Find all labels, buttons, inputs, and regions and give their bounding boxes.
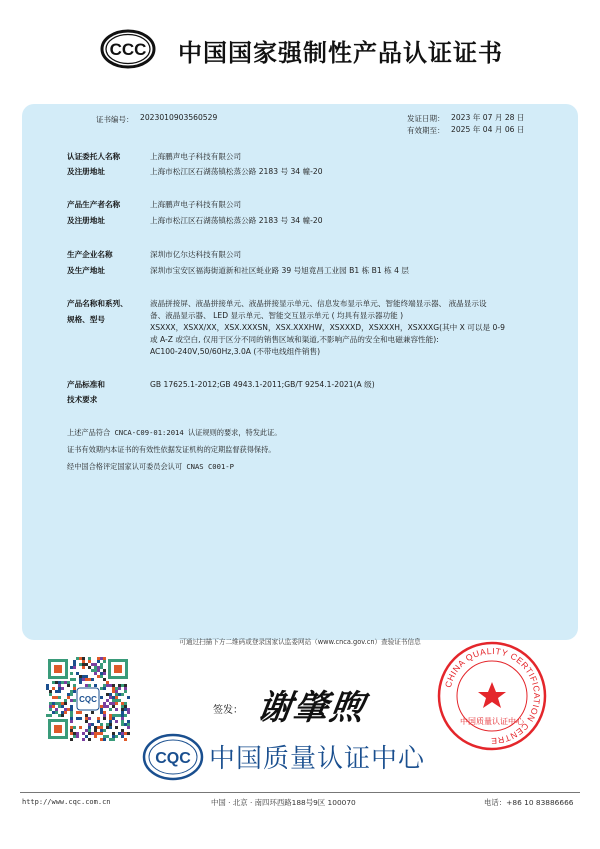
qr-module [121, 708, 124, 711]
svg-text:中国质量认证中心: 中国质量认证中心 [460, 717, 524, 726]
qr-module [97, 666, 100, 669]
qr-module [88, 738, 91, 741]
ccc-logo [100, 29, 156, 69]
svg-text:CQC: CQC [79, 695, 97, 704]
qr-module [82, 666, 85, 669]
qr-module [100, 711, 103, 714]
qr-module [100, 738, 103, 741]
qr-module [70, 720, 73, 723]
qr-module [115, 720, 118, 723]
qr-module [73, 678, 76, 681]
signature-label: 签发： [213, 705, 243, 716]
qr-module [88, 723, 91, 726]
qr-module [67, 708, 70, 711]
qr-module [121, 729, 124, 732]
qr-module [46, 684, 49, 687]
qr-module [103, 738, 106, 741]
qr-module [70, 666, 73, 669]
qr-module [58, 705, 61, 708]
qr-module [103, 711, 106, 714]
qr-module [106, 681, 109, 684]
qr-module [61, 687, 64, 690]
footer-website-link[interactable]: http://www.cqc.com.cn [22, 798, 111, 806]
expiry-date: 2025 年 04 月 06 日 [451, 125, 525, 134]
qr-module [115, 702, 118, 705]
qr-module [58, 702, 61, 705]
qr-module [100, 687, 103, 690]
qr-module [61, 702, 64, 705]
qr-module [97, 726, 100, 729]
qr-module [88, 726, 91, 729]
note-line: 上述产品符合 CNCA-C09-01:2014 认证规则的要求，特发此证。 [67, 428, 282, 437]
qr-module [52, 696, 55, 699]
qr-module [103, 729, 106, 732]
qr-module [124, 690, 127, 693]
qr-module [100, 726, 103, 729]
product-line: AC100-240V,50/60Hz,3.0A (不带电线组件销售) [150, 347, 321, 356]
qr-module [97, 657, 100, 660]
standard-label-line1: 产品标准和 [67, 380, 105, 389]
qr-module [124, 702, 127, 705]
qr-module [112, 684, 115, 687]
standard-value: GB 17625.1-2012;GB 4943.1-2011;GB/T 9254.1-2021(A 级) [150, 380, 375, 389]
qr-code[interactable] [46, 657, 130, 741]
qr-module [82, 732, 85, 735]
qr-module [88, 684, 91, 687]
qr-module [115, 687, 118, 690]
qr-module [46, 714, 49, 717]
qr-module [91, 663, 94, 666]
qr-module [88, 678, 91, 681]
factory-name: 深圳市亿尔达科技有限公司 [150, 250, 242, 259]
qr-module [67, 684, 70, 687]
qr-module [100, 663, 103, 666]
qr-module [109, 684, 112, 687]
qr-module [106, 684, 109, 687]
qr-module [67, 681, 70, 684]
qr-module [94, 729, 97, 732]
standard-label-line2: 技术要求 [67, 395, 98, 404]
qr-module [91, 669, 94, 672]
qr-module [109, 723, 112, 726]
qr-module [103, 669, 106, 672]
entrust-address: 上海市松江区石湖荡镇松蒸公路 2183 号 34 幢-20 [150, 167, 323, 176]
qr-module [127, 711, 130, 714]
qr-module [118, 732, 121, 735]
qr-module [109, 708, 112, 711]
qr-module [76, 657, 79, 660]
certification-seal [436, 640, 548, 752]
qr-module [88, 657, 91, 660]
qr-module [127, 726, 130, 729]
qr-module [109, 738, 112, 741]
qr-module [76, 732, 79, 735]
qr-module [52, 702, 55, 705]
qr-module [61, 681, 64, 684]
qr-module [115, 714, 118, 717]
product-line: 备、液晶显示器、 LED 显示单元、智能交互显示单元 ( 均具有显示器功能 ) [150, 311, 404, 320]
cert-number: 2023010903560529 [140, 113, 218, 122]
qr-module [82, 657, 85, 660]
qr-module [58, 681, 61, 684]
qr-module [97, 732, 100, 735]
qr-module [106, 705, 109, 708]
qr-module [70, 699, 73, 702]
qr-module [52, 711, 55, 714]
qr-module [115, 708, 118, 711]
qr-module [79, 711, 82, 714]
qr-module [67, 696, 70, 699]
qr-module [103, 684, 106, 687]
qr-module [64, 699, 67, 702]
qr-module [82, 663, 85, 666]
footer-divider [20, 792, 580, 793]
qr-module [112, 699, 115, 702]
qr-module [100, 729, 103, 732]
verify-note: 可通过扫描下方二维码或登录国家认监委网站（www.cnca.gov.cn）查验证书信息 [179, 638, 421, 646]
qr-module [73, 690, 76, 693]
qr-module [109, 696, 112, 699]
qr-module [82, 660, 85, 663]
qr-module [118, 684, 121, 687]
qr-module [49, 702, 52, 705]
qr-module [124, 684, 127, 687]
qr-module [106, 723, 109, 726]
qr-module [124, 714, 127, 717]
qr-module [124, 732, 127, 735]
product-line: XSXXX，XSXX/XX，XSX.XXXSN，XSX.XXXHW，XSXXXD，XSXXXH，XSXXXG(其中 X 可以是 0-9 [150, 323, 505, 332]
note-line: 证书有效期内本证书的有效性依据发证机构的定期监督获得保持。 [67, 445, 276, 454]
qr-module [85, 729, 88, 732]
qr-module [118, 693, 121, 696]
signature: 谢肇煦 [254, 688, 369, 728]
qr-module [76, 717, 79, 720]
product-line: 液晶拼接屏、液晶拼接单元、液晶拼接显示单元、信息发布显示单元、智能终端显示器、 液晶显示设 [150, 299, 487, 308]
qr-module [58, 714, 61, 717]
qr-module [100, 708, 103, 711]
qr-module [127, 720, 130, 723]
qr-module [109, 714, 112, 717]
qr-module [115, 690, 118, 693]
qr-module [112, 702, 115, 705]
qr-module [58, 690, 61, 693]
qr-module [115, 696, 118, 699]
qr-module [121, 693, 124, 696]
qr-module [61, 711, 64, 714]
qr-module [82, 738, 85, 741]
qr-module [55, 708, 58, 711]
qr-module [79, 726, 82, 729]
factory-address-label: 及生产地址 [67, 266, 105, 275]
qr-module [79, 663, 82, 666]
qr-module [52, 705, 55, 708]
qr-module [100, 723, 103, 726]
certificate-title: 中国国家强制性产品认证证书 [178, 39, 503, 67]
qr-module [121, 705, 124, 708]
qr-module [55, 681, 58, 684]
qr-module [112, 690, 115, 693]
qr-module [85, 717, 88, 720]
qr-module [46, 687, 49, 690]
qr-module [109, 693, 112, 696]
qr-module [70, 705, 73, 708]
qr-module [94, 726, 97, 729]
qr-module [85, 663, 88, 666]
qr-module [115, 735, 118, 738]
qr-module [97, 720, 100, 723]
qr-module [97, 660, 100, 663]
qr-module [103, 672, 106, 675]
qr-module [112, 714, 115, 717]
qr-module [94, 663, 97, 666]
qr-module [109, 720, 112, 723]
qr-module [79, 678, 82, 681]
qr-module [79, 657, 82, 660]
qr-module [52, 681, 55, 684]
footer-phone: 电话：+86 10 83886666 [484, 798, 574, 807]
qr-module [85, 684, 88, 687]
qr-module [73, 687, 76, 690]
product-line: 或 A-Z 或空白, 仅用于区分不同的销售区域和渠道,不影响产品的安全和电磁兼容性能): [150, 335, 439, 344]
qr-module [70, 711, 73, 714]
qr-module [118, 699, 121, 702]
qr-module [79, 717, 82, 720]
qr-module [94, 732, 97, 735]
qr-module [121, 732, 124, 735]
qr-module [94, 672, 97, 675]
qr-module [73, 699, 76, 702]
qr-module [58, 684, 61, 687]
cert-number-label: 证书编号： [96, 115, 134, 124]
qr-module [85, 678, 88, 681]
qr-module [115, 699, 118, 702]
qr-module [55, 711, 58, 714]
qr-module [58, 687, 61, 690]
qr-module [85, 675, 88, 678]
qr-module [70, 726, 73, 729]
qr-module [70, 717, 73, 720]
qr-module [124, 738, 127, 741]
qr-module [88, 729, 91, 732]
qr-module [118, 714, 121, 717]
qr-module [49, 705, 52, 708]
qr-module [121, 720, 124, 723]
qr-module [106, 693, 109, 696]
qr-module [67, 693, 70, 696]
qr-module [94, 669, 97, 672]
qr-module [127, 696, 130, 699]
issuing-org-name: 中国质量认证中心 [209, 744, 426, 774]
svg-text:CHINA QUALITY CERTIFICATION CE: CHINA QUALITY CERTIFICATION CENTRE [442, 645, 543, 747]
issue-date-label: 发证日期： [407, 114, 445, 123]
qr-module [103, 735, 106, 738]
qr-module [70, 708, 73, 711]
factory-name-label: 生产企业名称 [67, 250, 113, 259]
qr-module [109, 702, 112, 705]
qr-module [124, 708, 127, 711]
svg-text:CCC: CCC [109, 40, 147, 59]
producer-address: 上海市松江区石湖荡镇松蒸公路 2183 号 34 幢-20 [150, 216, 323, 225]
qr-module [49, 708, 52, 711]
qr-module [94, 666, 97, 669]
qr-module [121, 723, 124, 726]
product-label-line1: 产品名称和系列、 [67, 299, 128, 308]
qr-module [112, 732, 115, 735]
qr-module [55, 702, 58, 705]
qr-module [100, 672, 103, 675]
qr-module [127, 708, 130, 711]
qr-module [94, 735, 97, 738]
qr-module [100, 657, 103, 660]
qr-module [121, 714, 124, 717]
qr-module [103, 717, 106, 720]
qr-module [127, 732, 130, 735]
qr-module [124, 723, 127, 726]
qr-module [97, 717, 100, 720]
qr-module [112, 738, 115, 741]
qr-module [97, 669, 100, 672]
qr-module [118, 687, 121, 690]
qr-module [106, 726, 109, 729]
qr-module [64, 708, 67, 711]
qr-module [109, 717, 112, 720]
qr-module [121, 702, 124, 705]
qr-module [70, 690, 73, 693]
qr-module [100, 696, 103, 699]
qr-module [91, 723, 94, 726]
qr-module [115, 726, 118, 729]
footer-address: 中国 · 北京 · 南四环西路188号9区 100070 [211, 798, 356, 807]
qr-module [121, 711, 124, 714]
qr-module [73, 735, 76, 738]
qr-module [49, 690, 52, 693]
qr-module [73, 726, 76, 729]
qr-module [88, 732, 91, 735]
qr-module [64, 711, 67, 714]
qr-module [106, 735, 109, 738]
producer-name-label: 产品生产者名称 [67, 200, 121, 209]
expiry-date-label: 有效期至： [407, 126, 445, 135]
qr-module [64, 702, 67, 705]
qr-module [88, 666, 91, 669]
qr-module [70, 693, 73, 696]
qr-module [100, 732, 103, 735]
qr-module [79, 675, 82, 678]
qr-module [121, 735, 124, 738]
qr-module [100, 666, 103, 669]
qr-module [106, 699, 109, 702]
qr-module [61, 714, 64, 717]
qr-module [121, 717, 124, 720]
qr-module [112, 696, 115, 699]
qr-module [124, 705, 127, 708]
entrust-address-label: 及注册地址 [67, 167, 105, 176]
qr-module [76, 735, 79, 738]
qr-module [88, 660, 91, 663]
qr-module [100, 675, 103, 678]
qr-module [82, 675, 85, 678]
qr-module [103, 660, 106, 663]
svg-text:CQC: CQC [155, 750, 191, 767]
qr-module [85, 735, 88, 738]
factory-address: 深圳市宝安区福海街道新和社区蚝业路 39 号旭竟昌工业园 B1 栋 B1 栋 4 层 [150, 266, 409, 275]
certificate-body-panel [22, 104, 578, 640]
qr-module [61, 705, 64, 708]
qr-module [112, 735, 115, 738]
qr-module [94, 684, 97, 687]
qr-module [103, 678, 106, 681]
qr-module [73, 660, 76, 663]
qr-module [97, 675, 100, 678]
producer-address-label: 及注册地址 [67, 216, 105, 225]
qr-module [82, 678, 85, 681]
qr-module [76, 711, 79, 714]
qr-module [103, 705, 106, 708]
qr-module [103, 702, 106, 705]
qr-module [58, 696, 61, 699]
qr-module [76, 672, 79, 675]
entrust-name: 上海鹏声电子科技有限公司 [150, 152, 242, 161]
qr-module [70, 738, 73, 741]
qr-module [73, 663, 76, 666]
qr-module [52, 687, 55, 690]
qr-module [88, 717, 91, 720]
qr-module [73, 732, 76, 735]
qr-module [115, 693, 118, 696]
qr-module [79, 681, 82, 684]
cqc-logo [142, 733, 204, 781]
qr-module [64, 681, 67, 684]
issue-date: 2023 年 07 月 28 日 [451, 113, 525, 122]
entrust-name-label: 认证委托人名称 [67, 152, 121, 161]
qr-module [49, 714, 52, 717]
qr-module [55, 696, 58, 699]
qr-module [70, 672, 73, 675]
producer-name: 上海鹏声电子科技有限公司 [150, 200, 242, 209]
note-line: 经中国合格评定国家认可委员会认可 CNAS C001-P [67, 462, 234, 471]
qr-module [91, 711, 94, 714]
qr-module [55, 690, 58, 693]
qr-module [91, 678, 94, 681]
qr-module [73, 666, 76, 669]
qr-module [124, 687, 127, 690]
qr-module [112, 705, 115, 708]
qr-module [49, 693, 52, 696]
qr-module [112, 717, 115, 720]
qr-module [70, 714, 73, 717]
qr-module [121, 684, 124, 687]
product-label-line2: 规格、型号 [67, 315, 105, 324]
qr-module [85, 714, 88, 717]
qr-module [127, 723, 130, 726]
qr-module [103, 657, 106, 660]
qr-module [112, 687, 115, 690]
qr-module [70, 732, 73, 735]
qr-module [73, 684, 76, 687]
qr-module [109, 726, 112, 729]
qr-module [100, 705, 103, 708]
qr-module [70, 678, 73, 681]
qr-module [103, 714, 106, 717]
qr-module [103, 687, 106, 690]
qr-module [70, 729, 73, 732]
qr-module [91, 732, 94, 735]
qr-module [85, 720, 88, 723]
